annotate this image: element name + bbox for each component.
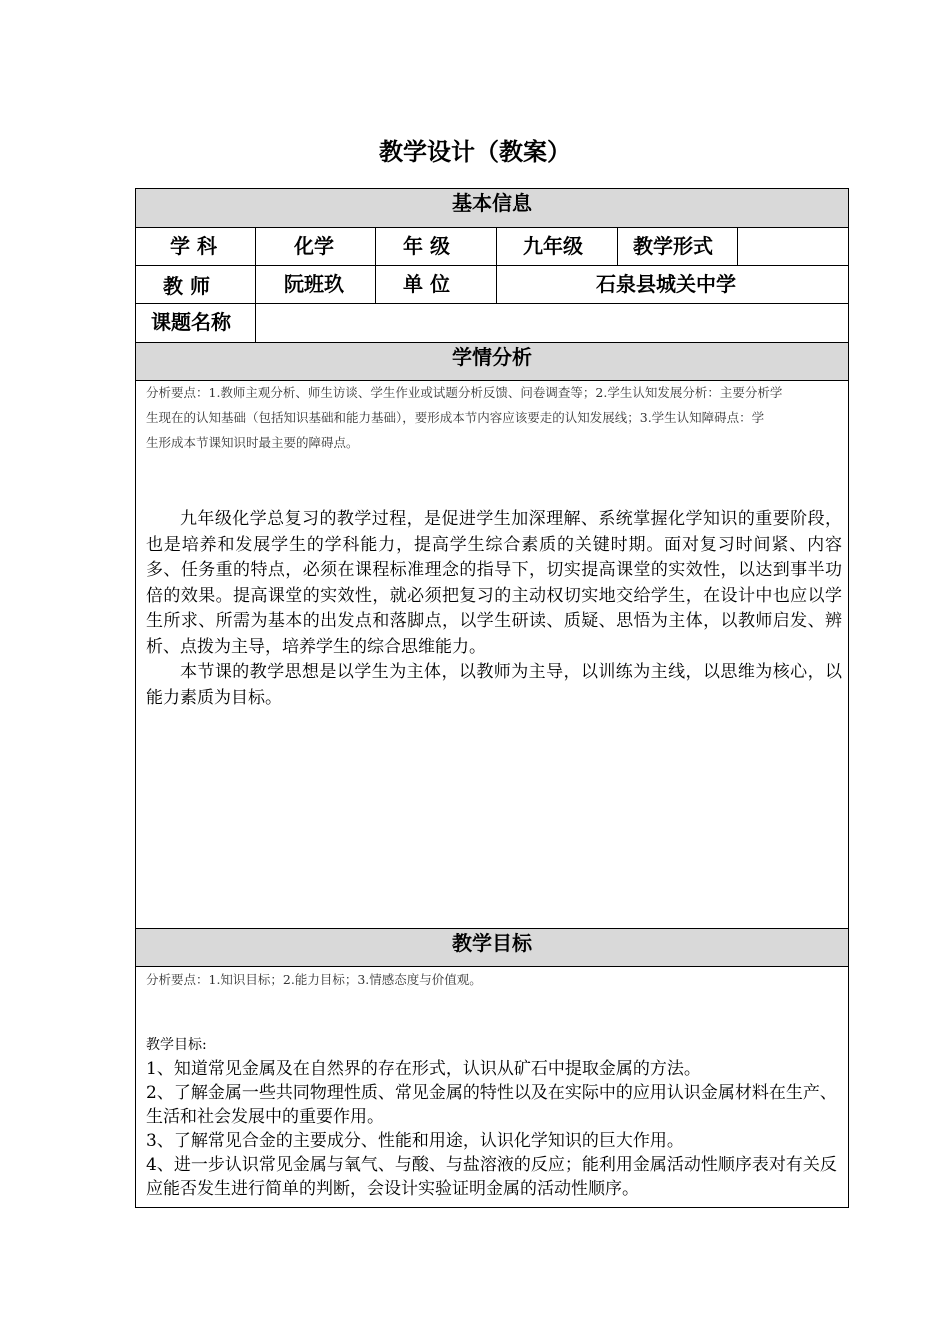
unit-value-cell [497,266,848,303]
topic-label-cell [136,304,256,342]
grade-value: 九年级 [523,234,583,258]
unit-label-cell [376,266,497,303]
analysis-header: 学情分析 [136,343,848,381]
teacher-label-cell [136,266,256,303]
objective-item: 4、进一步认识常见金属与氧气、与酸、与盐溶液的反应；能利用金属活动性顺序表对有关反应能否发生进行简单的判断，会设计实验证明金属的活动性顺序。 [146,1155,837,1199]
analysis-paragraph: 九年级化学总复习的教学过程，是促进学生加深理解、系统掌握化学知识的重要阶段，也是培养和发展学生的学科能力，提高学生综合素质的关键时期。面对复习时间紧、内容多、任务重的特点，必须在课程标准理念的指导下，切实提高课堂的实效性，以达到事半功倍的效果。提高课堂的实效性，就必须把复习的主动权切实地交给学生，在设计中也应以学生所求、所需为基本的出发点和落脚点，以学生研读、质疑、思悟为主体，以教师启发、辨析、点拨为主导，培养学生的综合思维能力。 [146,509,842,657]
lesson-plan-table [135,188,849,1208]
grade-value-cell [497,228,618,265]
subject-label-cell [136,228,256,265]
unit-label: 单 位 [403,272,450,296]
teacher-value-cell [256,266,376,303]
analysis-hint-line: 生形成本节课知识时最主要的障碍点。 [146,435,359,450]
basic-info-header: 基本信息 [136,189,848,228]
subject-value: 化学 [294,234,334,258]
analysis-hint-line: 生现在的认知基础（包括知识基础和能力基础），要形成本节内容应该要走的认知发展线；3.学生认知障碍点：学 [146,410,765,425]
objectives-list [146,1033,842,1201]
topic-row [136,304,848,343]
unit-value: 石泉县城关中学 [596,272,736,296]
form-label: 教学形式 [633,234,713,258]
objectives-header: 教学目标 [136,929,848,967]
objective-item: 1、知道常见金属及在自然界的存在形式，认识从矿石中提取金属的方法。 [146,1059,701,1079]
objectives-hint: 分析要点：1.知识目标；2.能力目标；3.情感态度与价值观。 [146,972,482,987]
teacher-value: 阮班玖 [284,272,344,296]
teacher-label: 教 师 [163,274,210,298]
subject-row [136,228,848,266]
page-title: 教学设计（教案） [379,138,571,166]
grade-label: 年 级 [403,234,450,258]
form-label-cell [618,228,738,265]
analysis-text [146,507,842,711]
objectives-body [136,967,848,1207]
subject-value-cell [256,228,376,265]
analysis-hint-line: 分析要点：1.教师主观分析、师生访谈、学生作业或试题分析反馈、问卷调查等；2.学生认知发展分析：主要分析学 [146,385,783,400]
topic-label: 课题名称 [151,310,231,334]
analysis-hint [146,380,842,455]
objective-item: 3、了解常见合金的主要成分、性能和用途，认识化学知识的巨大作用。 [146,1131,684,1151]
analysis-paragraph: 本节课的教学思想是以学生为主体，以教师为主导，以训练为主线，以思维为核心，以能力素质为目标。 [146,662,842,708]
form-value-cell [738,228,848,265]
topic-value-cell [256,304,848,342]
objective-item: 2、了解金属一些共同物理性质、常见金属的特性以及在实际中的应用认识金属材料在生产、生活和社会发展中的重要作用。 [146,1083,837,1127]
grade-label-cell [376,228,497,265]
objectives-label: 教学目标: [146,1037,207,1053]
subject-label: 学 科 [170,234,217,258]
analysis-body [136,381,848,929]
teacher-row [136,266,848,304]
